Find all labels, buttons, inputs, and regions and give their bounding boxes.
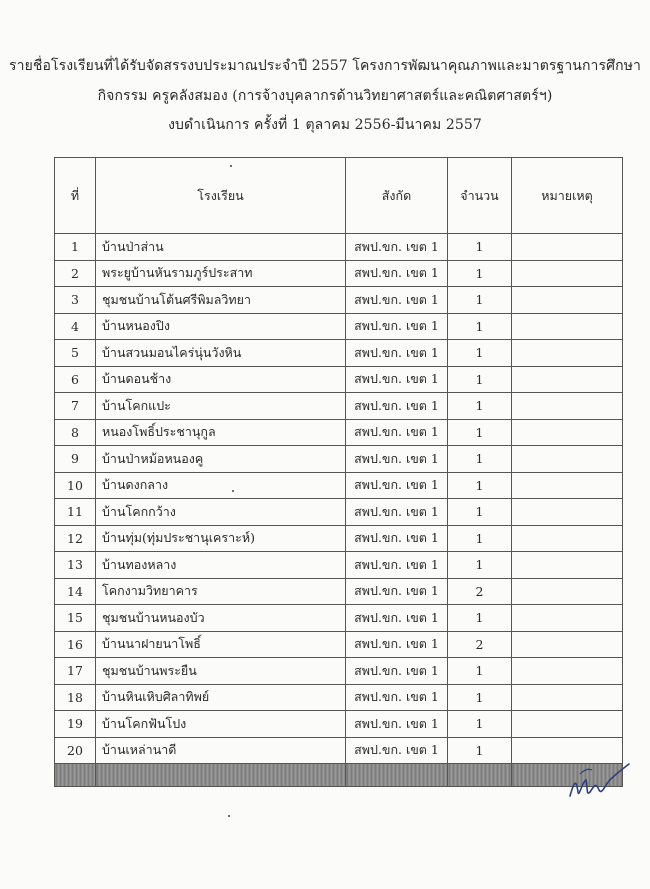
teacher-count: 1 — [448, 260, 512, 287]
row-number: 5 — [55, 340, 96, 367]
table-header-row — [55, 158, 623, 234]
remark — [512, 446, 623, 473]
school-name: บ้านโคกแปะ — [96, 393, 346, 420]
row-number: 4 — [55, 313, 96, 340]
school-name: บ้านเหล่านาดี — [96, 737, 346, 764]
school-name: บ้านสวนมอนไคร่นุ่นวังหิน — [96, 340, 346, 367]
school-allocation-table — [54, 157, 623, 787]
affiliation: สพป.ขก. เขต 1 — [346, 446, 448, 473]
row-number: 20 — [55, 737, 96, 764]
remark — [512, 393, 623, 420]
teacher-count: 2 — [448, 578, 512, 605]
teacher-count: 1 — [448, 340, 512, 367]
row-number: 9 — [55, 446, 96, 473]
table-row — [55, 552, 623, 579]
row-number: 18 — [55, 684, 96, 711]
affiliation: สพป.ขก. เขต 1 — [346, 313, 448, 340]
table-row — [55, 234, 623, 261]
school-name: บ้านดอนช้าง — [96, 366, 346, 393]
table-row — [55, 711, 623, 738]
teacher-count: 2 — [448, 631, 512, 658]
school-name: บ้านดงกลาง — [96, 472, 346, 499]
affiliation: สพป.ขก. เขต 1 — [346, 658, 448, 685]
column-header-number: ที่ — [55, 158, 96, 234]
scan-speck — [228, 815, 230, 817]
teacher-count: 1 — [448, 419, 512, 446]
affiliation: สพป.ขก. เขต 1 — [346, 419, 448, 446]
school-name: ชุมชนบ้านพระยืน — [96, 658, 346, 685]
remark — [512, 711, 623, 738]
teacher-count: 1 — [448, 499, 512, 526]
remark — [512, 340, 623, 367]
remark — [512, 366, 623, 393]
table-row — [55, 446, 623, 473]
affiliation: สพป.ขก. เขต 1 — [346, 552, 448, 579]
row-number: 3 — [55, 287, 96, 314]
row-number: 8 — [55, 419, 96, 446]
table-row — [55, 737, 623, 764]
affiliation: สพป.ขก. เขต 1 — [346, 605, 448, 632]
remark — [512, 525, 623, 552]
row-number: 12 — [55, 525, 96, 552]
remark — [512, 499, 623, 526]
school-name: บ้านป่าหม้อหนองคู — [96, 446, 346, 473]
column-header-affiliation: สังกัด — [346, 158, 448, 234]
table-row — [55, 340, 623, 367]
school-name: บ้านโคกกว้าง — [96, 499, 346, 526]
signature-mark — [566, 752, 632, 804]
remark — [512, 472, 623, 499]
table-row — [55, 419, 623, 446]
table-row — [55, 658, 623, 685]
school-name: พระยูบ้านหันรามภูร์ประสาท — [96, 260, 346, 287]
column-header-count: จำนวน — [448, 158, 512, 234]
school-name: บ้านหินเหิบศิลาทิพย์ — [96, 684, 346, 711]
row-number: 11 — [55, 499, 96, 526]
affiliation: สพป.ขก. เขต 1 — [346, 525, 448, 552]
affiliation: สพป.ขก. เขต 1 — [346, 393, 448, 420]
affiliation: สพป.ขก. เขต 1 — [346, 499, 448, 526]
remark — [512, 419, 623, 446]
school-name: บ้านหนองปิง — [96, 313, 346, 340]
document-period: งบดำเนินการ ครั้งที่ 1 ตุลาคม 2556-มีนาคม 2557 — [168, 117, 482, 133]
teacher-count: 1 — [448, 525, 512, 552]
table-row — [55, 499, 623, 526]
teacher-count: 1 — [448, 446, 512, 473]
teacher-count: 1 — [448, 684, 512, 711]
remark — [512, 234, 623, 261]
row-number: 15 — [55, 605, 96, 632]
remark — [512, 631, 623, 658]
table-row — [55, 631, 623, 658]
row-number: 7 — [55, 393, 96, 420]
school-name: บ้านโคกฟันโปง — [96, 711, 346, 738]
affiliation: สพป.ขก. เขต 1 — [346, 366, 448, 393]
school-name: บ้านทองหลาง — [96, 552, 346, 579]
remark — [512, 684, 623, 711]
table-row — [55, 525, 623, 552]
teacher-count: 1 — [448, 552, 512, 579]
school-name: ชุมชนบ้านโต้นศรีพิมลวิทยา — [96, 287, 346, 314]
affiliation: สพป.ขก. เขต 1 — [346, 340, 448, 367]
table-row — [55, 605, 623, 632]
row-number: 13 — [55, 552, 96, 579]
row-number: 17 — [55, 658, 96, 685]
table-body — [55, 234, 623, 764]
affiliation: สพป.ขก. เขต 1 — [346, 578, 448, 605]
table-row — [55, 578, 623, 605]
table-row — [55, 366, 623, 393]
school-name: หนองโพธิ์ประชานุกูล — [96, 419, 346, 446]
scan-speck — [232, 490, 234, 492]
table-footer-row — [55, 764, 623, 787]
teacher-count: 1 — [448, 287, 512, 314]
row-number: 6 — [55, 366, 96, 393]
teacher-count: 1 — [448, 711, 512, 738]
teacher-count: 1 — [448, 234, 512, 261]
affiliation: สพป.ขก. เขต 1 — [346, 631, 448, 658]
document-title: รายชื่อโรงเรียนที่ได้รับจัดสรรงบประมาณประจำปี 2557 โครงการพัฒนาคุณภาพและมาตรฐานการศึกษา — [9, 58, 641, 74]
affiliation: สพป.ขก. เขต 1 — [346, 684, 448, 711]
table-row — [55, 393, 623, 420]
remark — [512, 605, 623, 632]
table-row — [55, 260, 623, 287]
teacher-count: 1 — [448, 472, 512, 499]
school-name: บ้านทุ่ม(ทุ่มประชานุเคราะห์) — [96, 525, 346, 552]
table-row — [55, 287, 623, 314]
teacher-count: 1 — [448, 658, 512, 685]
table-row — [55, 472, 623, 499]
affiliation: สพป.ขก. เขต 1 — [346, 737, 448, 764]
column-header-school: โรงเรียน — [96, 158, 346, 234]
affiliation: สพป.ขก. เขต 1 — [346, 260, 448, 287]
teacher-count: 1 — [448, 313, 512, 340]
teacher-count: 1 — [448, 366, 512, 393]
school-name: ชุมชนบ้านหนองบัว — [96, 605, 346, 632]
affiliation: สพป.ขก. เขต 1 — [346, 472, 448, 499]
remark — [512, 313, 623, 340]
table-row — [55, 313, 623, 340]
affiliation: สพป.ขก. เขต 1 — [346, 287, 448, 314]
teacher-count: 1 — [448, 605, 512, 632]
remark — [512, 287, 623, 314]
row-number: 10 — [55, 472, 96, 499]
affiliation: สพป.ขก. เขต 1 — [346, 711, 448, 738]
school-name: โคกงามวิทยาคาร — [96, 578, 346, 605]
row-number: 16 — [55, 631, 96, 658]
row-number: 1 — [55, 234, 96, 261]
remark — [512, 658, 623, 685]
column-header-note: หมายเหตุ — [512, 158, 623, 234]
remark — [512, 552, 623, 579]
school-name: บ้านป่าส่าน — [96, 234, 346, 261]
affiliation: สพป.ขก. เขต 1 — [346, 234, 448, 261]
remark — [512, 260, 623, 287]
table-row — [55, 684, 623, 711]
document-subtitle: กิจกรรม ครูคลังสมอง (การจ้างบุคลากรด้านวิทยาศาสตร์และคณิตศาสตร์ฯ) — [97, 88, 553, 104]
row-number: 2 — [55, 260, 96, 287]
row-number: 19 — [55, 711, 96, 738]
scan-speck — [230, 165, 232, 167]
row-number: 14 — [55, 578, 96, 605]
remark — [512, 578, 623, 605]
teacher-count: 1 — [448, 737, 512, 764]
school-name: บ้านนาฝายนาโพธิ์ — [96, 631, 346, 658]
teacher-count: 1 — [448, 393, 512, 420]
